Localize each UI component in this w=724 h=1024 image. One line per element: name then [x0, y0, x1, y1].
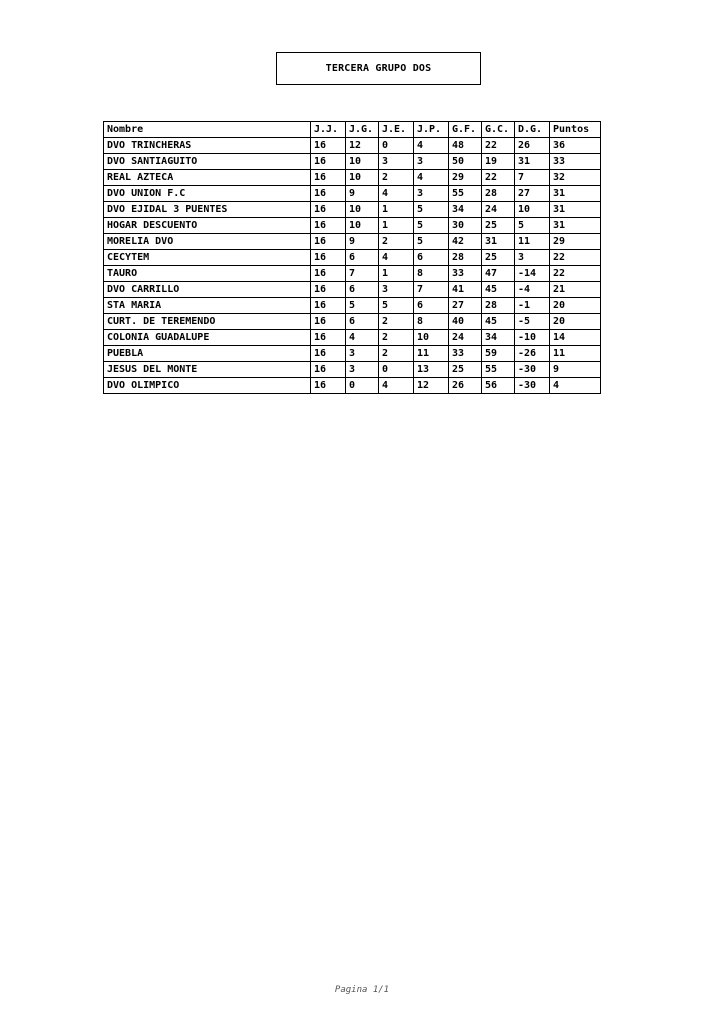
- cell-jp: 8: [414, 314, 449, 330]
- cell-team-name: DVO EJIDAL 3 PUENTES: [104, 202, 311, 218]
- cell-puntos: 14: [550, 330, 601, 346]
- cell-je: 4: [379, 250, 414, 266]
- cell-dg: -14: [515, 266, 550, 282]
- cell-je: 5: [379, 298, 414, 314]
- cell-gc: 25: [482, 218, 515, 234]
- cell-puntos: 32: [550, 170, 601, 186]
- cell-gf: 24: [449, 330, 482, 346]
- cell-dg: 7: [515, 170, 550, 186]
- cell-gc: 25: [482, 250, 515, 266]
- cell-team-name: DVO UNION F.C: [104, 186, 311, 202]
- cell-jj: 16: [311, 170, 346, 186]
- cell-puntos: 36: [550, 138, 601, 154]
- cell-jj: 16: [311, 186, 346, 202]
- cell-gc: 47: [482, 266, 515, 282]
- cell-team-name: TAURO: [104, 266, 311, 282]
- cell-dg: -30: [515, 362, 550, 378]
- cell-je: 1: [379, 202, 414, 218]
- cell-gf: 41: [449, 282, 482, 298]
- cell-puntos: 31: [550, 186, 601, 202]
- table-row: [104, 202, 601, 218]
- cell-gc: 24: [482, 202, 515, 218]
- cell-je: 2: [379, 330, 414, 346]
- header-gf: G.F.: [449, 122, 482, 138]
- cell-jp: 12: [414, 378, 449, 394]
- cell-jj: 16: [311, 202, 346, 218]
- cell-jp: 4: [414, 170, 449, 186]
- cell-jj: 16: [311, 218, 346, 234]
- cell-gf: 33: [449, 346, 482, 362]
- table-row: [104, 314, 601, 330]
- cell-team-name: MORELIA DVO: [104, 234, 311, 250]
- cell-je: 1: [379, 218, 414, 234]
- cell-dg: -1: [515, 298, 550, 314]
- cell-gc: 56: [482, 378, 515, 394]
- cell-dg: 10: [515, 202, 550, 218]
- table-row: [104, 250, 601, 266]
- cell-jp: 6: [414, 250, 449, 266]
- cell-puntos: 31: [550, 202, 601, 218]
- cell-je: 1: [379, 266, 414, 282]
- table-row: [104, 234, 601, 250]
- cell-team-name: DVO SANTIAGUITO: [104, 154, 311, 170]
- cell-je: 0: [379, 138, 414, 154]
- cell-dg: -30: [515, 378, 550, 394]
- cell-jg: 5: [346, 298, 379, 314]
- cell-puntos: 31: [550, 218, 601, 234]
- cell-gf: 42: [449, 234, 482, 250]
- cell-jj: 16: [311, 378, 346, 394]
- cell-gc: 45: [482, 314, 515, 330]
- cell-je: 0: [379, 362, 414, 378]
- cell-je: 3: [379, 154, 414, 170]
- table-row: [104, 378, 601, 394]
- cell-puntos: 22: [550, 250, 601, 266]
- cell-gc: 22: [482, 138, 515, 154]
- cell-jg: 3: [346, 362, 379, 378]
- cell-jp: 11: [414, 346, 449, 362]
- cell-gc: 59: [482, 346, 515, 362]
- cell-team-name: PUEBLA: [104, 346, 311, 362]
- cell-jg: 7: [346, 266, 379, 282]
- cell-jp: 5: [414, 234, 449, 250]
- page-number: Pagina 1/1: [334, 985, 390, 995]
- cell-team-name: DVO TRINCHERAS: [104, 138, 311, 154]
- table-row: [104, 362, 601, 378]
- cell-jg: 0: [346, 378, 379, 394]
- cell-dg: 5: [515, 218, 550, 234]
- cell-dg: -10: [515, 330, 550, 346]
- cell-jj: 16: [311, 234, 346, 250]
- cell-je: 4: [379, 378, 414, 394]
- table-row: [104, 218, 601, 234]
- standings-header-row: [104, 122, 601, 138]
- table-row: [104, 266, 601, 282]
- cell-jp: 6: [414, 298, 449, 314]
- cell-gc: 45: [482, 282, 515, 298]
- cell-team-name: REAL AZTECA: [104, 170, 311, 186]
- header-jp: J.P.: [414, 122, 449, 138]
- cell-dg: 31: [515, 154, 550, 170]
- cell-team-name: JESUS DEL MONTE: [104, 362, 311, 378]
- cell-jg: 12: [346, 138, 379, 154]
- page-footer: [0, 985, 724, 995]
- cell-gc: 28: [482, 298, 515, 314]
- cell-gc: 31: [482, 234, 515, 250]
- cell-jg: 4: [346, 330, 379, 346]
- cell-team-name: STA MARIA: [104, 298, 311, 314]
- cell-jj: 16: [311, 154, 346, 170]
- document-title: [276, 52, 481, 85]
- cell-gf: 48: [449, 138, 482, 154]
- cell-gf: 27: [449, 298, 482, 314]
- cell-puntos: 21: [550, 282, 601, 298]
- cell-jg: 9: [346, 186, 379, 202]
- table-row: [104, 282, 601, 298]
- cell-team-name: DVO OLIMPICO: [104, 378, 311, 394]
- standings-table-head: [104, 122, 601, 138]
- cell-jp: 13: [414, 362, 449, 378]
- cell-gf: 55: [449, 186, 482, 202]
- cell-je: 3: [379, 282, 414, 298]
- cell-jj: 16: [311, 266, 346, 282]
- cell-gf: 40: [449, 314, 482, 330]
- cell-je: 2: [379, 314, 414, 330]
- cell-jp: 7: [414, 282, 449, 298]
- cell-gf: 25: [449, 362, 482, 378]
- table-row: [104, 186, 601, 202]
- table-row: [104, 346, 601, 362]
- table-row: [104, 298, 601, 314]
- table-row: [104, 330, 601, 346]
- cell-jg: 6: [346, 282, 379, 298]
- cell-jg: 10: [346, 218, 379, 234]
- cell-jp: 3: [414, 154, 449, 170]
- cell-dg: 11: [515, 234, 550, 250]
- cell-jg: 10: [346, 202, 379, 218]
- cell-je: 2: [379, 234, 414, 250]
- cell-dg: -5: [515, 314, 550, 330]
- cell-gc: 34: [482, 330, 515, 346]
- cell-jg: 6: [346, 250, 379, 266]
- cell-je: 2: [379, 346, 414, 362]
- header-gc: G.C.: [482, 122, 515, 138]
- cell-puntos: 4: [550, 378, 601, 394]
- cell-gf: 50: [449, 154, 482, 170]
- cell-puntos: 9: [550, 362, 601, 378]
- cell-gf: 30: [449, 218, 482, 234]
- cell-gc: 19: [482, 154, 515, 170]
- cell-puntos: 20: [550, 314, 601, 330]
- cell-jp: 3: [414, 186, 449, 202]
- cell-team-name: CURT. DE TEREMENDO: [104, 314, 311, 330]
- cell-gf: 26: [449, 378, 482, 394]
- cell-jj: 16: [311, 298, 346, 314]
- cell-team-name: CECYTEM: [104, 250, 311, 266]
- cell-jj: 16: [311, 314, 346, 330]
- header-dg: D.G.: [515, 122, 550, 138]
- cell-jp: 5: [414, 218, 449, 234]
- standings-table: [103, 121, 601, 394]
- cell-gf: 33: [449, 266, 482, 282]
- cell-jp: 8: [414, 266, 449, 282]
- cell-dg: 26: [515, 138, 550, 154]
- cell-gc: 55: [482, 362, 515, 378]
- cell-team-name: COLONIA GUADALUPE: [104, 330, 311, 346]
- table-row: [104, 138, 601, 154]
- cell-puntos: 22: [550, 266, 601, 282]
- cell-puntos: 20: [550, 298, 601, 314]
- cell-jj: 16: [311, 346, 346, 362]
- header-jg: J.G.: [346, 122, 379, 138]
- cell-puntos: 11: [550, 346, 601, 362]
- header-je: J.E.: [379, 122, 414, 138]
- cell-dg: 3: [515, 250, 550, 266]
- header-nombre: Nombre: [104, 122, 311, 138]
- document-title-text: TERCERA GRUPO DOS: [325, 63, 432, 74]
- cell-team-name: DVO CARRILLO: [104, 282, 311, 298]
- cell-gf: 29: [449, 170, 482, 186]
- cell-jj: 16: [311, 250, 346, 266]
- cell-gf: 28: [449, 250, 482, 266]
- header-jj: J.J.: [311, 122, 346, 138]
- cell-jp: 10: [414, 330, 449, 346]
- cell-je: 4: [379, 186, 414, 202]
- cell-puntos: 33: [550, 154, 601, 170]
- table-row: [104, 154, 601, 170]
- cell-jg: 6: [346, 314, 379, 330]
- header-puntos: Puntos: [550, 122, 601, 138]
- cell-jg: 10: [346, 170, 379, 186]
- cell-dg: -26: [515, 346, 550, 362]
- cell-jp: 4: [414, 138, 449, 154]
- cell-gf: 34: [449, 202, 482, 218]
- cell-dg: 27: [515, 186, 550, 202]
- cell-gc: 22: [482, 170, 515, 186]
- cell-puntos: 29: [550, 234, 601, 250]
- cell-je: 2: [379, 170, 414, 186]
- cell-jg: 9: [346, 234, 379, 250]
- cell-dg: -4: [515, 282, 550, 298]
- cell-gc: 28: [482, 186, 515, 202]
- cell-jj: 16: [311, 330, 346, 346]
- cell-jp: 5: [414, 202, 449, 218]
- cell-jj: 16: [311, 362, 346, 378]
- cell-jg: 10: [346, 154, 379, 170]
- table-row: [104, 170, 601, 186]
- cell-jj: 16: [311, 138, 346, 154]
- cell-team-name: HOGAR DESCUENTO: [104, 218, 311, 234]
- standings-table-body: [104, 138, 601, 394]
- cell-jj: 16: [311, 282, 346, 298]
- cell-jg: 3: [346, 346, 379, 362]
